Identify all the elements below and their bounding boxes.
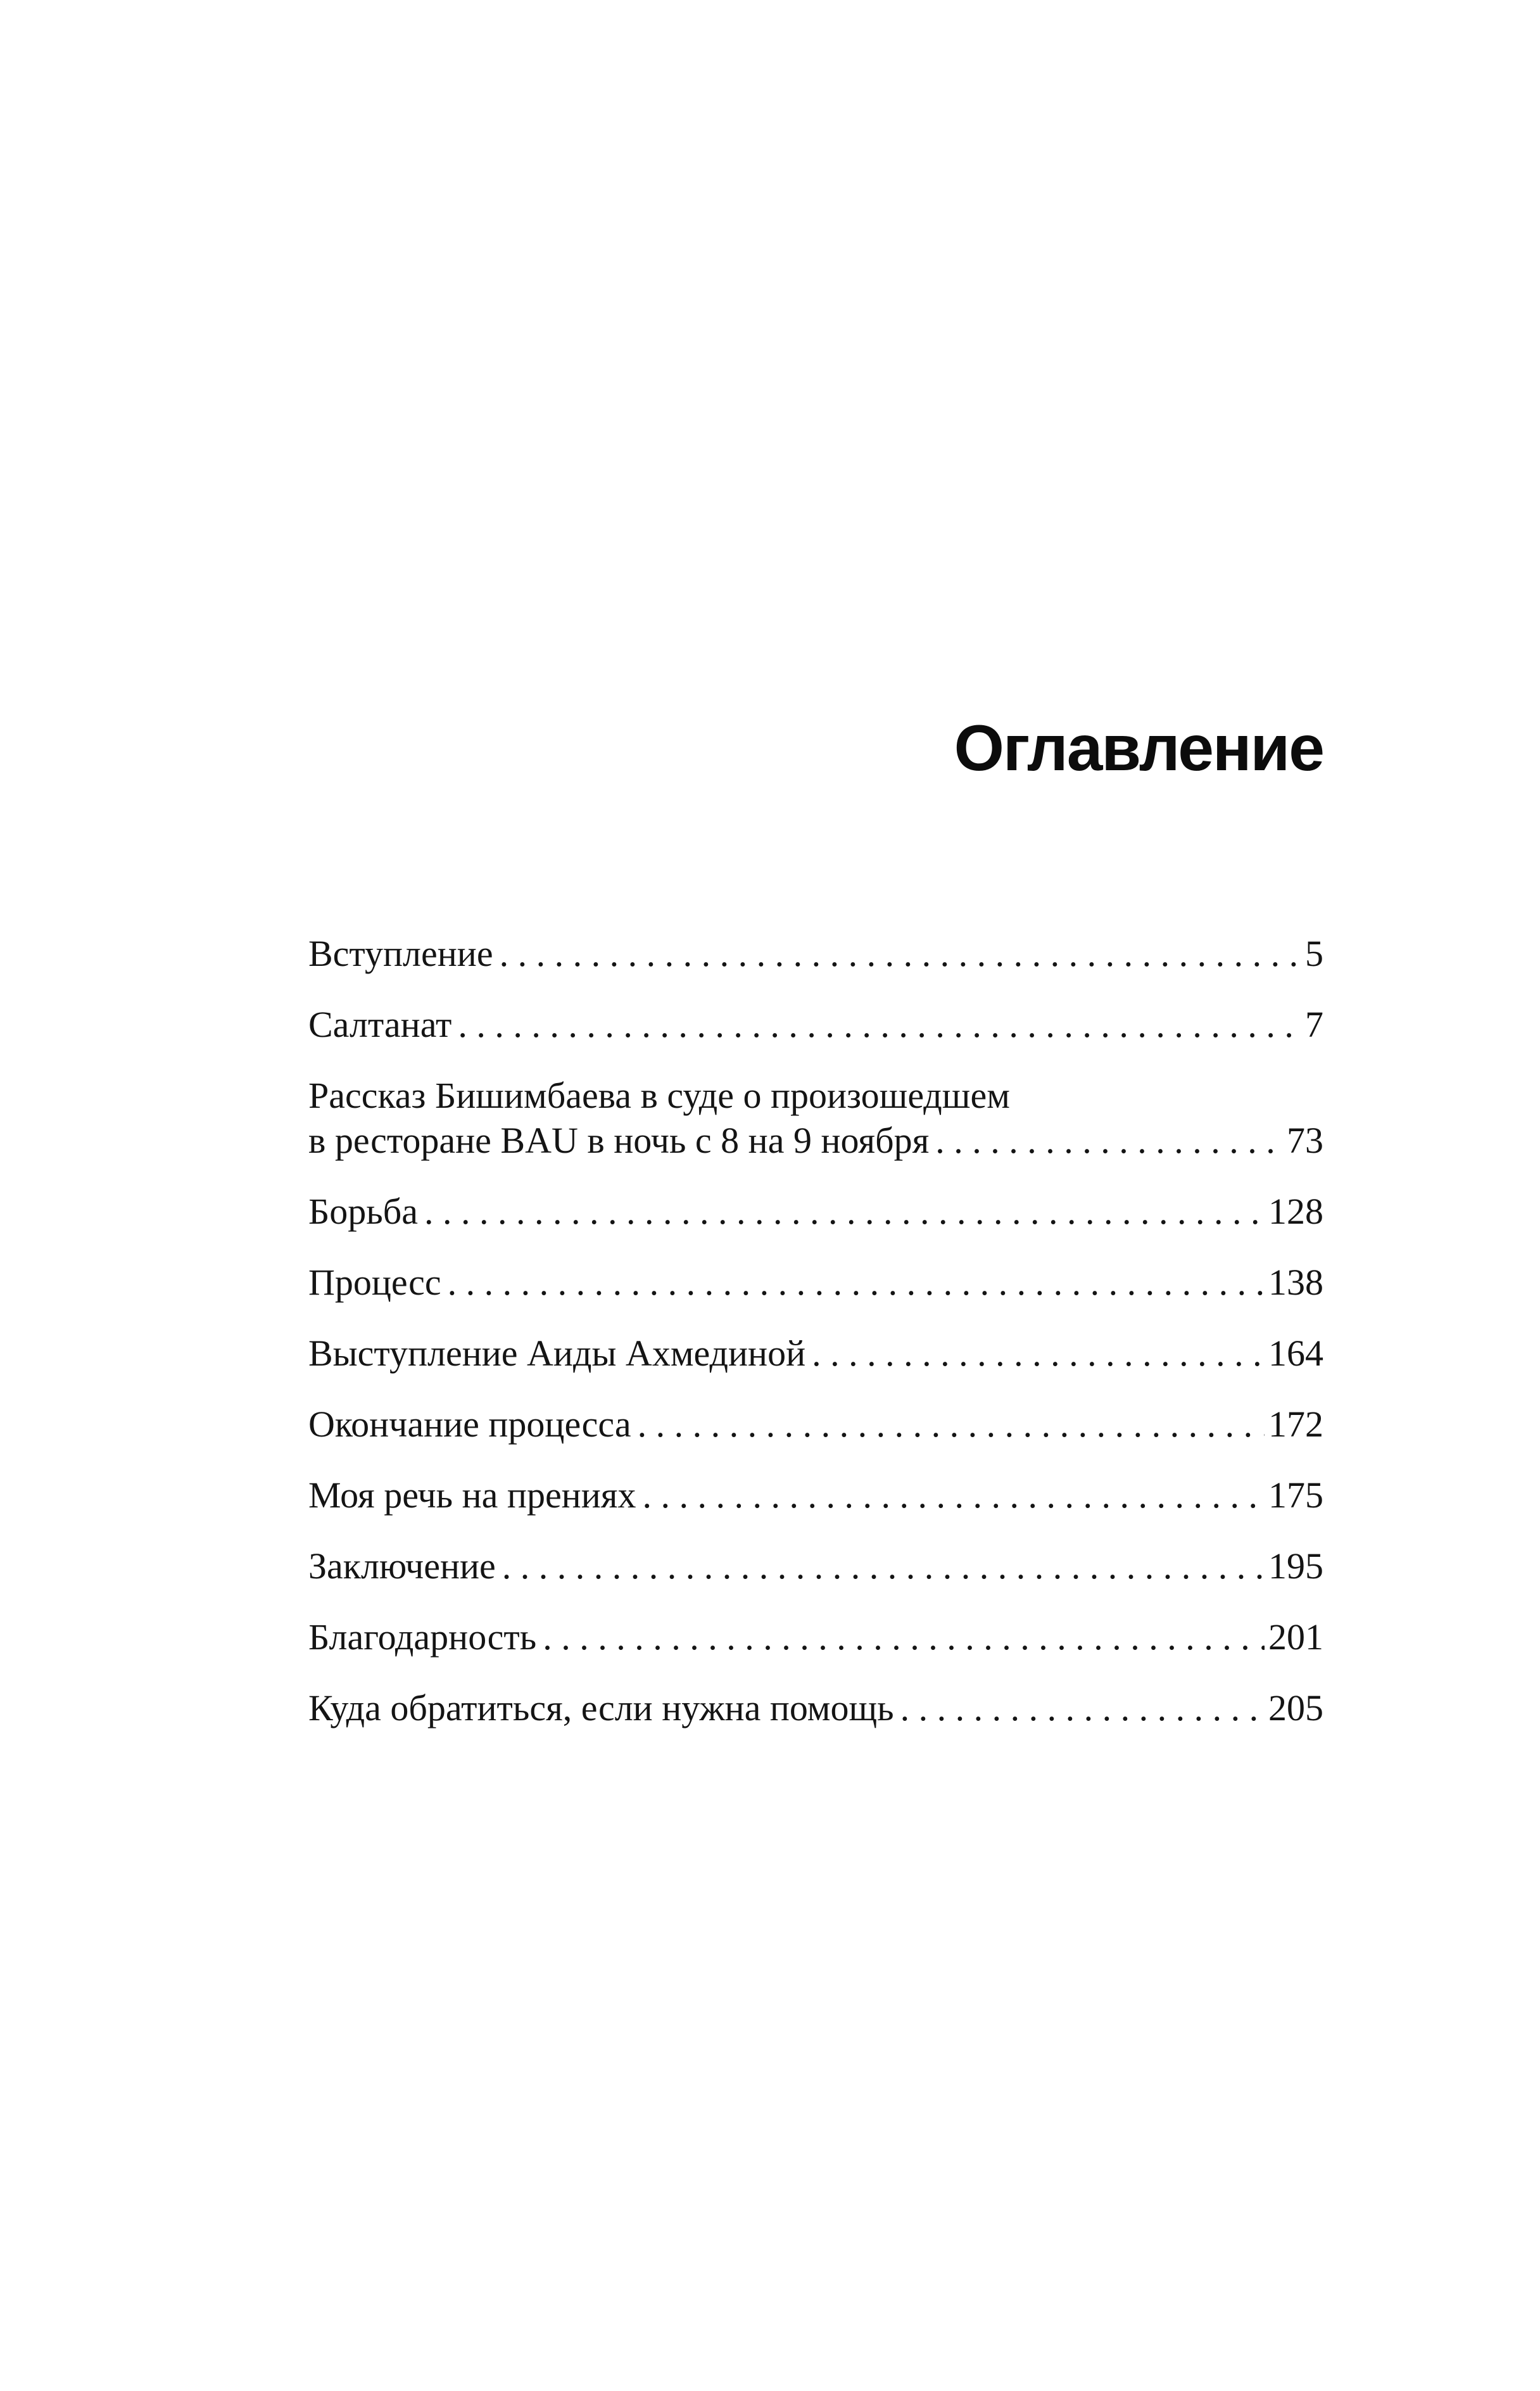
toc-page-number: 175	[1268, 1475, 1323, 1516]
toc-entry-row	[308, 1260, 1323, 1305]
toc-page-number: 5	[1305, 933, 1323, 974]
toc-entry-label: Вступление	[308, 933, 493, 974]
toc-entry-label: Заключение	[308, 1545, 496, 1587]
dot-leader	[500, 931, 1301, 976]
toc-entry-row	[308, 1189, 1323, 1234]
toc-page-number: 205	[1268, 1687, 1323, 1728]
toc-entry-row	[308, 1118, 1323, 1163]
toc-entry	[308, 1614, 1323, 1659]
toc-entry-label: Борьба	[308, 1191, 419, 1232]
dot-leader	[638, 1402, 1265, 1447]
toc-page-number: 201	[1268, 1616, 1323, 1658]
toc-entry	[308, 1473, 1323, 1518]
toc-entry	[308, 1260, 1323, 1305]
toc-page-number: 195	[1268, 1545, 1323, 1587]
dot-leader	[502, 1544, 1265, 1589]
toc-entry	[308, 1544, 1323, 1589]
toc-entry-row	[308, 1614, 1323, 1659]
toc-title: Оглавление	[954, 712, 1323, 785]
toc-entry-label: Выступление Аиды Ахмединой	[308, 1333, 806, 1374]
toc-entry-row	[308, 931, 1323, 976]
toc-entry-row	[308, 1544, 1323, 1589]
toc-entry-row	[308, 1002, 1323, 1047]
dot-leader	[642, 1473, 1265, 1518]
dot-leader	[900, 1685, 1265, 1730]
toc-list	[308, 931, 1323, 1756]
toc-entry-label: в ресторане BAU в ночь с 8 на 9 ноября	[308, 1120, 930, 1161]
toc-entry	[308, 1189, 1323, 1234]
toc-entry	[308, 1331, 1323, 1376]
dot-leader	[448, 1260, 1265, 1305]
toc-entry	[308, 1073, 1323, 1163]
dot-leader	[935, 1118, 1283, 1163]
toc-entry-label-line1: Рассказ Бишимбаева в суде о произошедшем	[308, 1075, 1010, 1116]
toc-entry	[308, 1685, 1323, 1730]
toc-entry	[308, 1402, 1323, 1447]
dot-leader	[812, 1331, 1265, 1376]
dot-leader	[424, 1189, 1265, 1234]
toc-entry-label: Благодарность	[308, 1616, 537, 1658]
toc-entry-label: Моя речь на прениях	[308, 1475, 636, 1516]
toc-entry-label: Процесс	[308, 1262, 441, 1303]
toc-entry-row	[308, 1402, 1323, 1447]
toc-page-number: 172	[1268, 1404, 1323, 1445]
toc-entry-label: Куда обратиться, если нужна помощь	[308, 1687, 894, 1728]
toc-entry-row	[308, 1473, 1323, 1518]
toc-entry-label: Салтанат	[308, 1004, 452, 1045]
toc-entry-label: Окончание процесса	[308, 1404, 631, 1445]
toc-page-number: 7	[1305, 1004, 1323, 1045]
toc-entry	[308, 1002, 1323, 1047]
toc-entry-row	[308, 1685, 1323, 1730]
dot-leader	[458, 1002, 1301, 1047]
toc-entry-row	[308, 1331, 1323, 1376]
toc-page-number: 128	[1268, 1191, 1323, 1232]
toc-page-number: 138	[1268, 1262, 1323, 1303]
dot-leader	[543, 1614, 1265, 1659]
toc-page-number: 164	[1268, 1333, 1323, 1374]
toc-page-number: 73	[1287, 1120, 1323, 1161]
toc-entry	[308, 931, 1323, 976]
